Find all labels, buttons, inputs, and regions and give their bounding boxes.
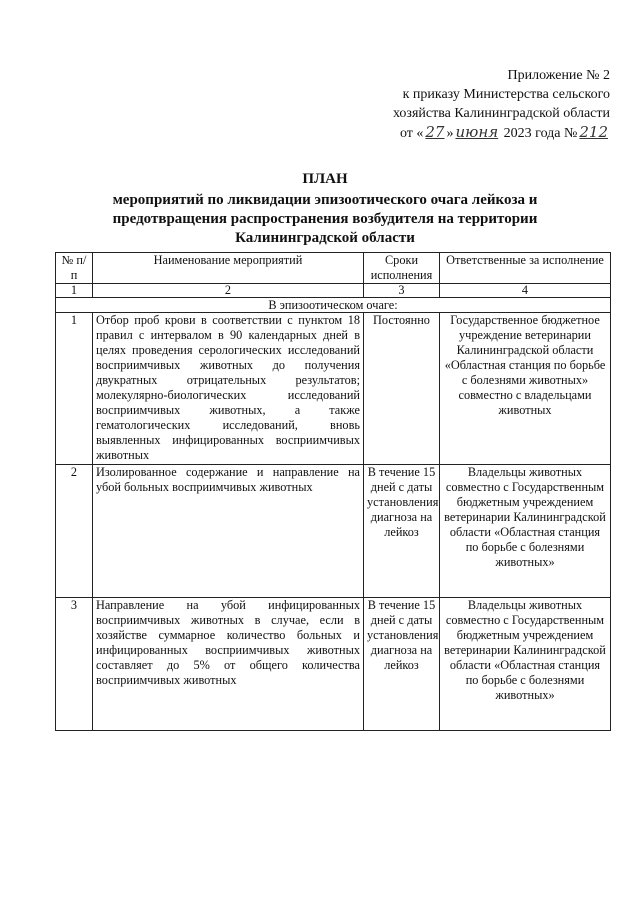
plan-heading: ПЛАН bbox=[302, 171, 348, 187]
section-title: В эпизоотическом очаге: bbox=[56, 298, 611, 313]
header-number: № п/п bbox=[56, 253, 93, 284]
row-responsible: Владельцы животных совместно с Государственным бюджетным учреждением ветеринарии Калининградской области «Областная станция по борьбе с болезнями животных» bbox=[440, 465, 611, 598]
row-number: 2 bbox=[56, 465, 93, 598]
order-number-handwritten: 212 bbox=[579, 123, 608, 141]
row-number: 3 bbox=[56, 598, 93, 731]
row-measure: Направление на убой инфицированных восприимчивых животных в случае, если в хозяйстве суммарное количество больных и инфицированных восприимчивых животных составляет до 5% от общего количества восприимчивых животных bbox=[93, 598, 364, 731]
row-responsible: Владельцы животных совместно с Государственным бюджетным учреждением ветеринарии Калининградской области «Областная станция по борьбе с болезнями животных» bbox=[440, 598, 611, 731]
appendix-date-line bbox=[350, 123, 610, 143]
row-measure: Отбор проб крови в соответствии с пунктом 18 правил с интервалом в 90 календарных дней в целях проведения серологических исследований восприимчивых животных до получения двукратных отрицательных результатов; молекулярно-биологических исследований восприимчивых животных, а также гематологических исследований, вновь выявленных инфицированных восприимчивых животных bbox=[93, 313, 364, 465]
date-prefix: от « bbox=[399, 126, 424, 141]
row-term: В течение 15 дней с даты установления диагноза на лейкоз bbox=[364, 465, 440, 598]
date-year: 2023 года № bbox=[500, 126, 578, 141]
document-title bbox=[60, 170, 590, 248]
table-row bbox=[56, 313, 611, 465]
column-number: 4 bbox=[440, 284, 611, 298]
header-name: Наименование мероприятий bbox=[93, 253, 364, 284]
appendix-order-line: к приказу Министерства сельского bbox=[402, 87, 610, 102]
row-term: Постоянно bbox=[364, 313, 440, 465]
header-responsible: Ответственные за исполнение bbox=[440, 253, 611, 284]
row-responsible: Государственное бюджетное учреждение ветеринарии Калининградской области «Областная станция по борьбе с болезнями животных» совместно с владельцами животных bbox=[440, 313, 611, 465]
row-term: В течение 15 дней с даты установления диагноза на лейкоз bbox=[364, 598, 440, 731]
table-row bbox=[56, 465, 611, 598]
measures-table bbox=[55, 252, 611, 731]
date-month-handwritten: июня bbox=[455, 123, 499, 141]
date-day-handwritten: 27 bbox=[425, 123, 445, 141]
table-row bbox=[56, 598, 611, 731]
row-measure: Изолированное содержание и направление на убой больных восприимчивых животных bbox=[93, 465, 364, 598]
date-mid: » bbox=[446, 126, 454, 141]
appendix-header bbox=[350, 66, 610, 143]
appendix-ministry-line: хозяйства Калининградской области bbox=[392, 106, 610, 121]
column-number: 1 bbox=[56, 284, 93, 298]
column-number: 2 bbox=[93, 284, 364, 298]
column-numbers-row bbox=[56, 284, 611, 298]
appendix-title: Приложение № 2 bbox=[507, 68, 610, 83]
table-header-row bbox=[56, 253, 611, 284]
row-number: 1 bbox=[56, 313, 93, 465]
section-row bbox=[56, 298, 611, 313]
plan-subtitle: мероприятий по ликвидации эпизоотического очага лейкоза и предотвращения распространения возбудителя на территории Калининградской области bbox=[112, 192, 538, 246]
header-term: Сроки исполнения bbox=[364, 253, 440, 284]
column-number: 3 bbox=[364, 284, 440, 298]
